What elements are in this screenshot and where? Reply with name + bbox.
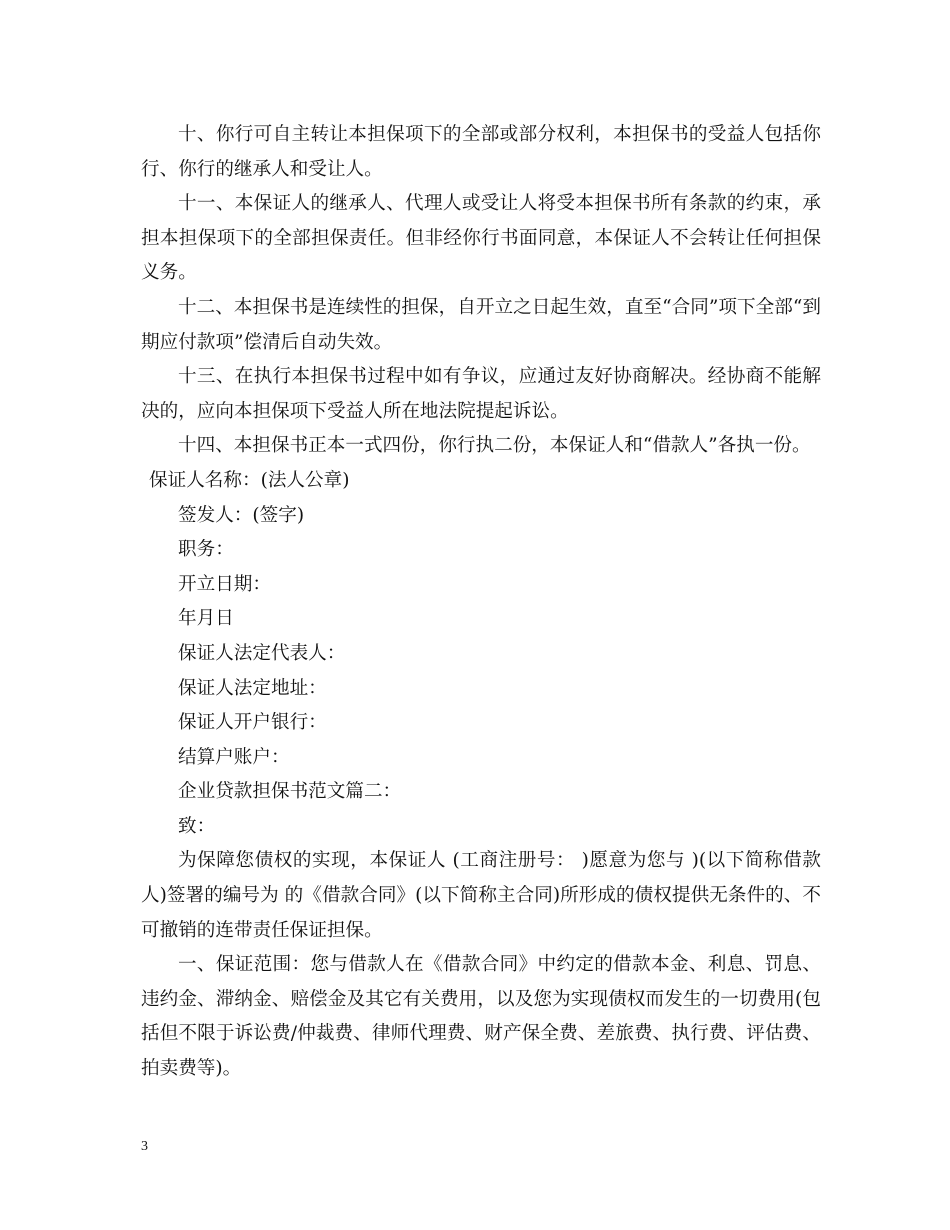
guarantor-name-field: 保证人名称：(法人公章) [149, 469, 350, 491]
guarantee-scope-paragraph: 一、保证范围：您与借款人在《借款合同》中约定的借款本金、利息、罚息、违约金、滞纳金、赔偿金及其它有关费用，以及您为实现债权而发生的一切费用(包括但不限于诉讼费/仲裁费、律师代理费、财产保全费、差旅费、执行费、评估费、拍卖费等)。 [141, 954, 821, 1080]
clause-10: 十、你行可自主转让本担保项下的全部或部分权利，本担保书的受益人包括你行、你行的继承人和受让人。 [141, 124, 821, 180]
date-placeholder: 年月日 [178, 608, 234, 630]
section-two-title: 企业贷款担保书范文篇二： [178, 781, 402, 803]
position-field: 职务： [178, 539, 234, 561]
clause-12: 十二、本担保书是连续性的担保，自开立之日起生效，直至“合同”项下全部“到期应付款项”偿清后自动失效。 [141, 296, 821, 353]
clause-14: 十四、本担保书正本一式四份，你行执二份，本保证人和“借款人”各执一份。 [178, 435, 811, 457]
document-body [141, 118, 821, 1087]
bank-field: 保证人开户银行： [178, 712, 327, 734]
clause-11: 十一、本保证人的继承人、代理人或受让人将受本担保书所有条款的约束，承担本担保项下的全部担保责任。但非经你行书面同意，本保证人不会转让任何担保义务。 [141, 193, 821, 284]
clause-13: 十三、在执行本担保书过程中如有争议，应通过友好协商解决。经协商不能解决的，应向本担保项下受益人所在地法院提起诉讼。 [141, 366, 821, 422]
legal-address-field: 保证人法定地址： [178, 677, 327, 699]
settlement-account-field: 结算户账户： [178, 746, 290, 768]
signer-field: 签发人：(签字) [178, 504, 305, 526]
guarantee-intro-paragraph: 为保障您债权的实现，本保证人 (工商注册号： )愿意为您与 )(以下简称借款人)签署的编号为 的《借款合同》(以下简称主合同)所形成的债权提供无条件的、不可撤销的连带责任保证担保。 [141, 850, 821, 941]
page-number: 3 [141, 1139, 148, 1154]
legal-representative-field: 保证人法定代表人： [178, 642, 346, 664]
issue-date-field: 开立日期： [178, 573, 271, 595]
salutation: 致： [178, 815, 216, 837]
